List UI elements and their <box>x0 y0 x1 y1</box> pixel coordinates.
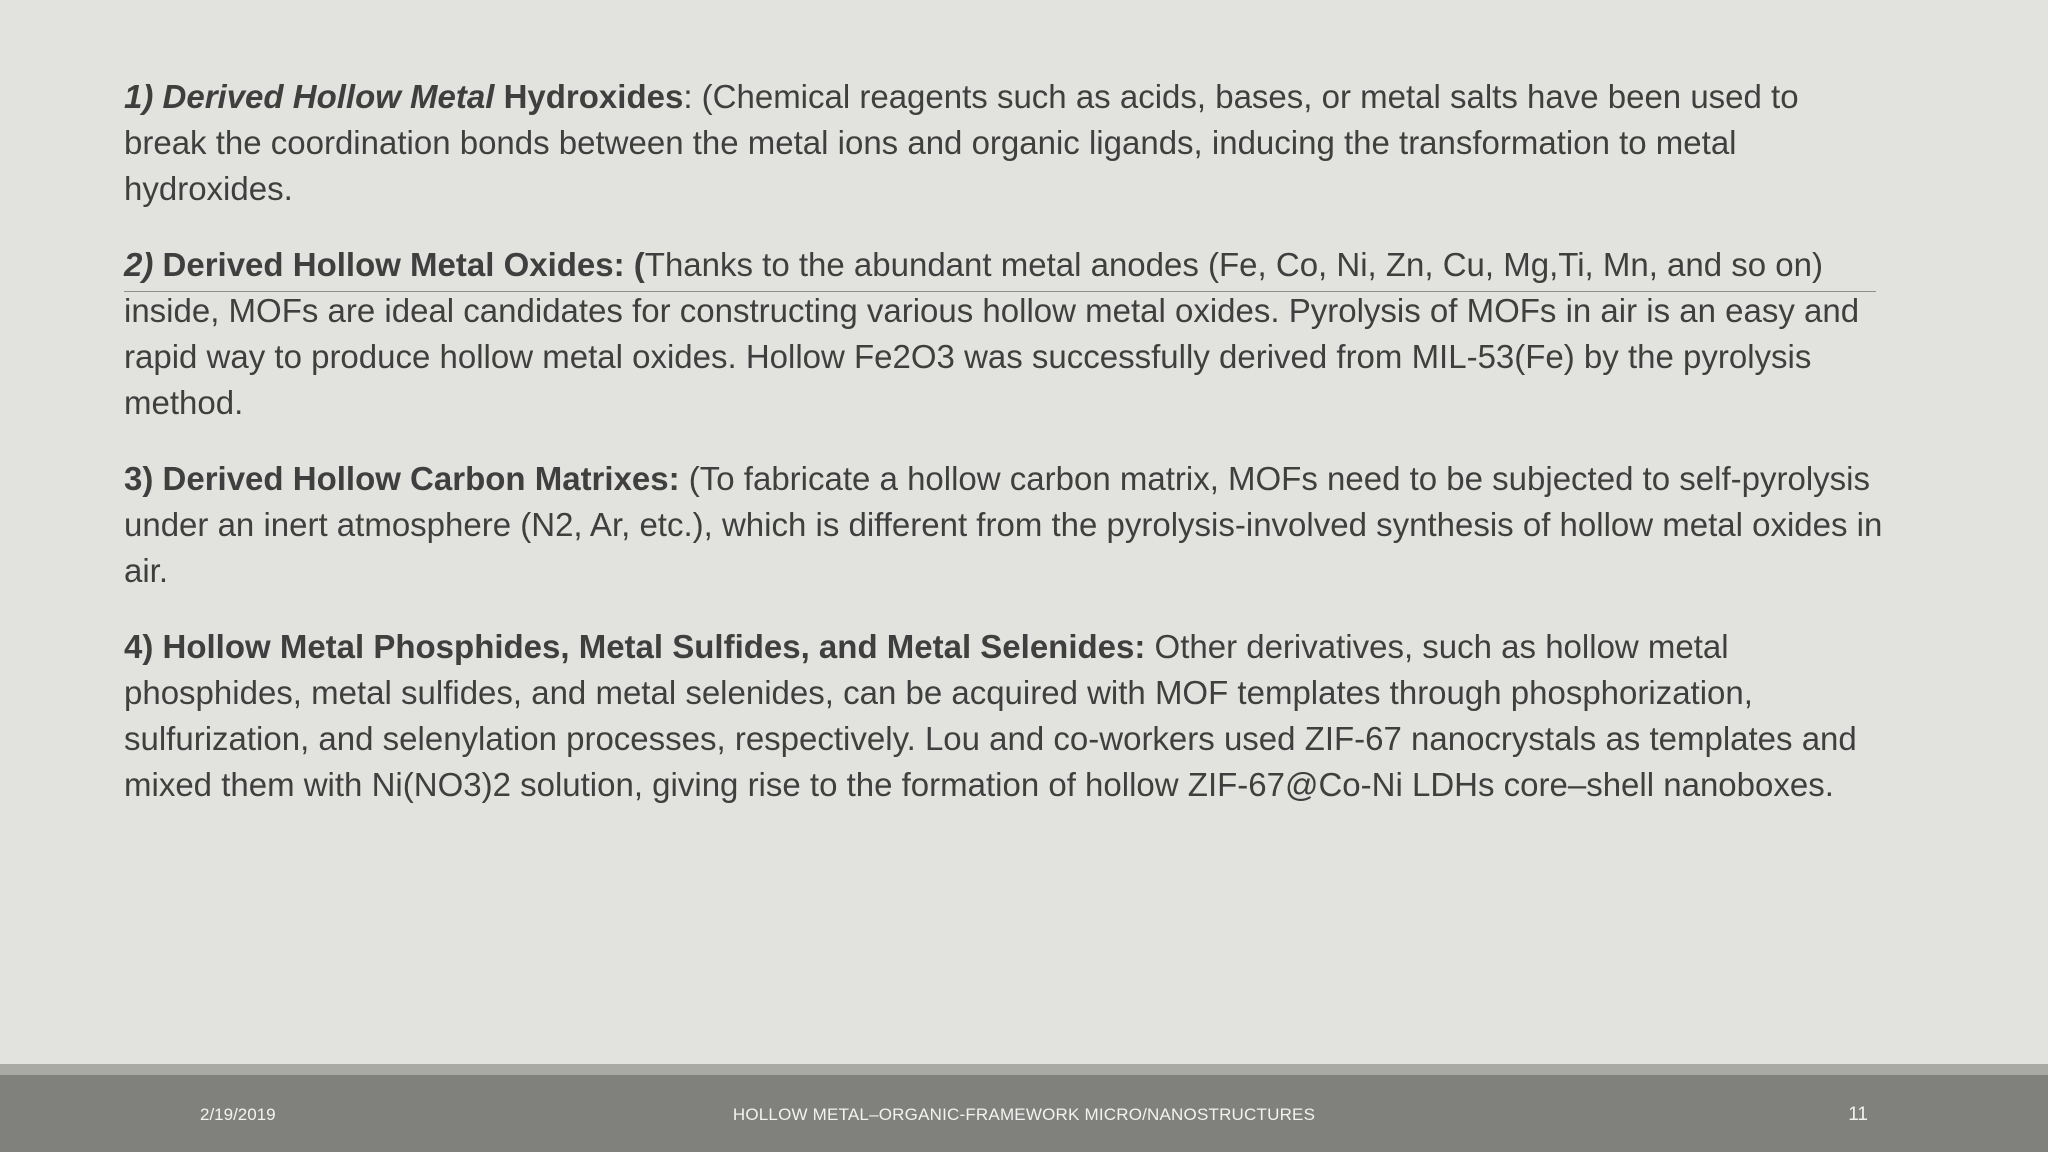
paragraph-oxides <box>124 242 1884 426</box>
paragraph-2-title-bold: Derived Hollow Metal Oxides: ( <box>153 246 645 283</box>
paragraph-1-title-italic: Derived Hollow Metal <box>153 78 495 115</box>
paragraph-4-body: Other derivatives, such as hollow metal phosphides, metal sulfides, and metal selenides, can be acquired with MOF templates through phosphorization, sulfurization, and selenylation processes, respectively. Lou and co-workers used ZIF-67 nanocrystals as templates and mixed them with Ni(NO3)2 solution, giving rise to the formation of hollow ZIF-67@Co-Ni LDHs core–shell nanoboxes. <box>124 628 1857 803</box>
paragraph-3-body: (To fabricate a hollow carbon matrix, MOFs need to be subjected to self-pyrolysis under an inert atmosphere (N2, Ar, etc.), which is different from the pyrolysis-involved synthesis of hollow metal oxides in air. <box>124 460 1883 589</box>
paragraph-4-title-bold: 4) Hollow Metal Phosphides, Metal Sulfides, and Metal Selenides: <box>124 628 1146 665</box>
footer-stripe <box>0 1064 2048 1075</box>
paragraph-carbon <box>124 456 1884 594</box>
paragraph-1-title-bold: Hydroxides <box>494 78 684 115</box>
slide-content <box>124 74 1884 838</box>
footer-title: HOLLOW METAL–ORGANIC-FRAMEWORK MICRO/NANOSTRUCTURES <box>732 1105 1316 1124</box>
paragraph-3-title-bold: 3) Derived Hollow Carbon Matrixes: <box>124 460 680 497</box>
paragraph-2-body: Thanks to the abundant metal anodes (Fe, Co, Ni, Zn, Cu, Mg,Ti, Mn, and so on) inside, MOFs are ideal candidates for constructing various hollow metal oxides. Pyrolysis of MOFs in air is an easy and rapid way to produce hollow metal oxides. Hollow Fe2O3 was successfully derived from MIL-53(Fe) by the pyrolysis method. <box>124 246 1860 421</box>
footer-bar <box>0 1075 2048 1152</box>
paragraph-phosphides <box>124 624 1884 808</box>
paragraph-1-body: : (Chemical reagents such as acids, bases, or metal salts have been used to break the coordination bonds between the metal ions and organic ligands, inducing the transformation to metal hydroxides. <box>124 78 1799 207</box>
footer-date: 2/19/2019 <box>200 1105 276 1124</box>
paragraph-2-number: 2) <box>124 246 154 283</box>
horizontal-rule <box>124 291 1876 292</box>
page-number: 11 <box>1848 1104 1868 1125</box>
paragraph-hydroxides <box>124 74 1884 212</box>
paragraph-1-number: 1) <box>124 78 154 115</box>
